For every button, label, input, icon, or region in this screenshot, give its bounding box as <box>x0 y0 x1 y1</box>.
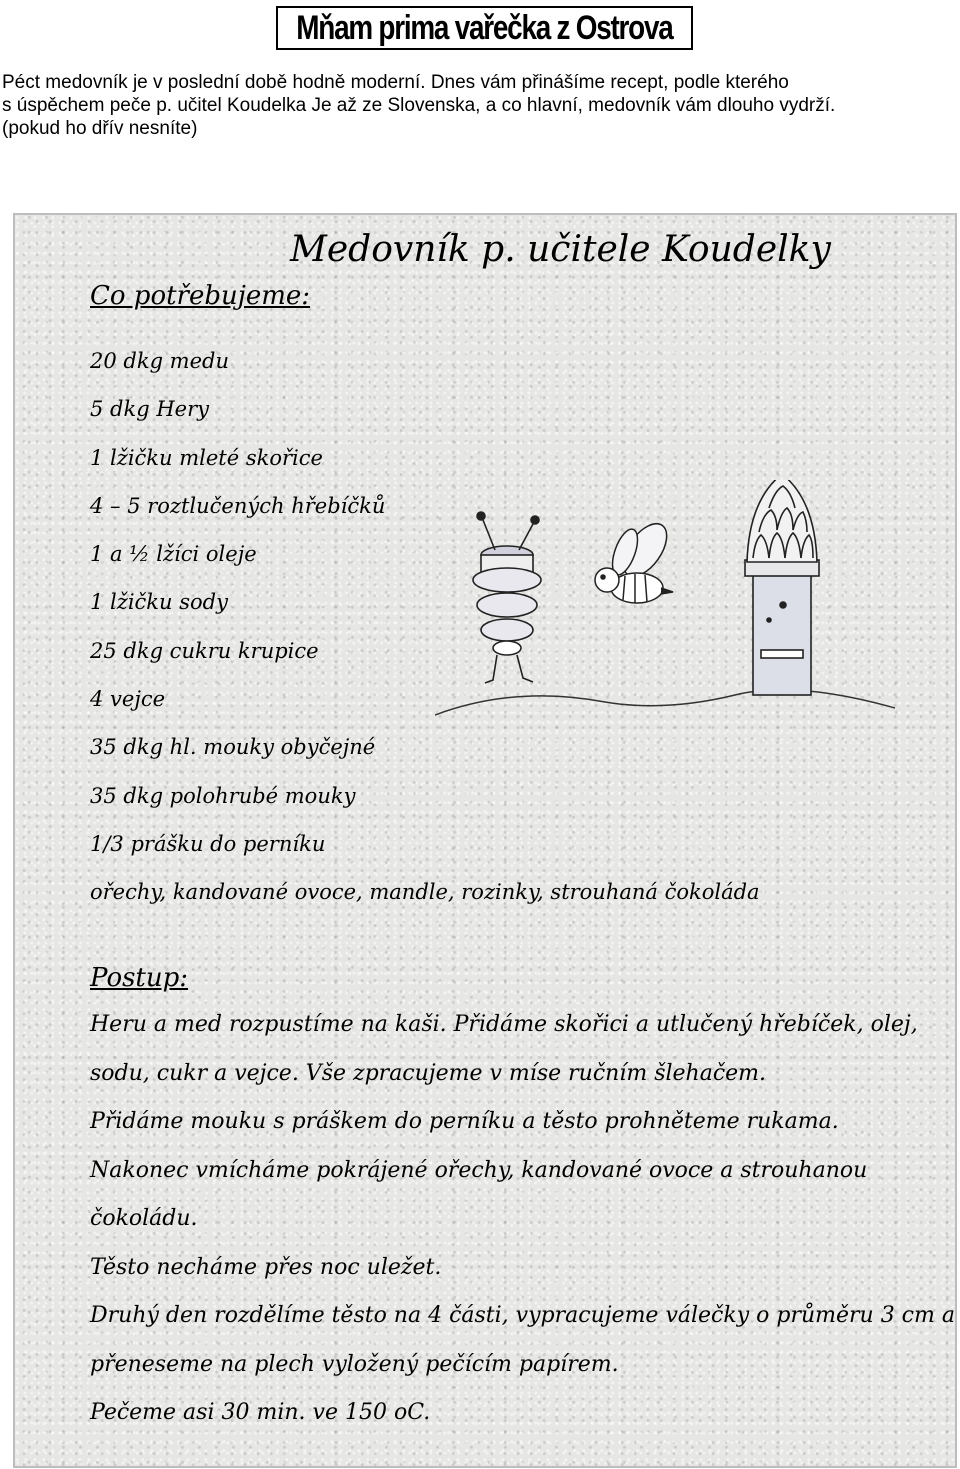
step-line: přeneseme na plech vyložený pečícím papírem. <box>90 1351 619 1377</box>
intro-line: Péct medovník je v poslední době hodně moderní. Dnes vám přinášíme recept, podle kterého <box>2 72 789 93</box>
ground-line <box>435 690 895 715</box>
ingredient-item: 4 vejce <box>90 687 166 712</box>
recipe-card <box>13 213 957 1468</box>
ingredient-item: 1/3 prášku do perníku <box>90 831 326 856</box>
ingredient-item: 35 dkg polohrubé mouky <box>90 783 356 808</box>
step-line: Druhý den rozdělíme těsto na 4 části, vypracujeme válečky o průměru 3 cm a <box>90 1303 955 1328</box>
step-line: Heru a med rozpustíme na kaši. Přidáme skořici a utlučený hřebíček, olej, <box>90 1012 918 1037</box>
ingredient-item: 5 dkg Hery <box>90 397 209 422</box>
ingredient-item: 20 dkg medu <box>90 349 229 373</box>
page-title-box <box>276 6 693 50</box>
step-line: Těsto necháme přes noc uležet. <box>90 1254 442 1280</box>
procedure-steps <box>90 1001 955 1438</box>
recipe-title: Medovník p. učitele Koudelky <box>290 229 831 270</box>
ingredient-item: 25 dkg cukru krupice <box>90 638 319 663</box>
ingredient-item: 1 lžičku sody <box>90 590 228 615</box>
ingredient-item: 1 lžičku mleté skořice <box>90 445 323 470</box>
bee-icon <box>595 516 675 603</box>
beehive-illustration <box>435 480 895 720</box>
ingredient-item: ořechy, kandované ovoce, mandle, rozinky, strouhaná čokoláda <box>90 880 760 905</box>
step-line: Nakonec vmícháme pokrájené ořechy, kandované ovoce a strouhanou <box>90 1157 868 1183</box>
ingredient-item: 35 dkg hl. mouky obyčejné <box>90 735 376 760</box>
intro-line: s úspěchem peče p. učitel Koudelka Je až ze Slovenska, a co hlavní, medovník vám dlouho vydrží. <box>2 95 836 116</box>
ingredient-item: 4 – 5 roztlučených hřebíčků <box>90 493 386 518</box>
step-line: čokoládu. <box>90 1206 198 1231</box>
ingredient-item: 1 a ½ lžíci oleje <box>90 542 257 567</box>
intro-paragraph <box>2 71 942 140</box>
intro-line: (pokud ho dřív nesníte) <box>2 118 198 139</box>
step-line: sodu, cukr a vejce. Vše zpracujeme v míse ručním šlehačem. <box>90 1060 767 1086</box>
honeypot-character-icon <box>473 512 541 683</box>
procedure-heading: Postup: <box>90 963 189 993</box>
page-title: Mňam prima vařečka z Ostrova <box>296 8 673 47</box>
beehive-icon <box>745 480 819 695</box>
ingredients-heading: Co potřebujeme: <box>90 281 311 311</box>
step-line: Přidáme mouku s práškem do perníku a těsto prohněteme rukama. <box>90 1109 839 1134</box>
step-line: Pečeme asi 30 min. ve 150 oC. <box>90 1400 431 1425</box>
